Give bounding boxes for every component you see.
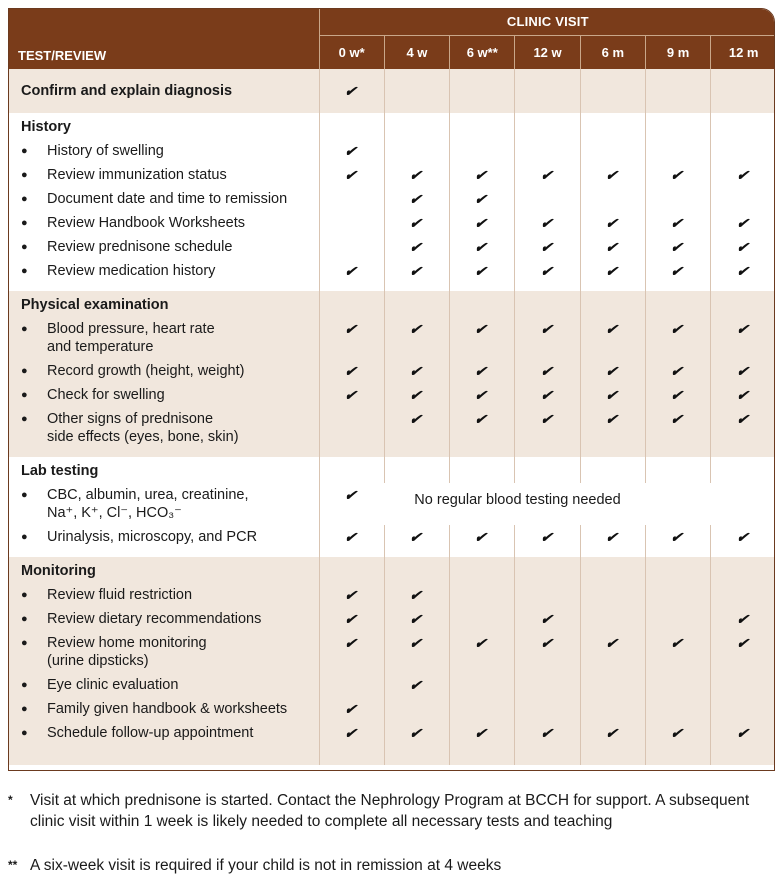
section-title-history: History — [9, 113, 319, 139]
check-icon: ✔ — [473, 167, 492, 183]
bullet-icon: ● — [21, 637, 28, 649]
check-icon: ✔ — [604, 635, 622, 651]
check-icon: ✔ — [669, 387, 687, 403]
bullet-icon: ● — [21, 265, 28, 277]
bullet-icon: ● — [21, 613, 28, 625]
check-icon: ✔ — [473, 387, 492, 403]
table-row: ● Review prednisone schedule ✔ ✔ ✔ ✔ ✔ ✔ — [9, 235, 775, 259]
check-icon: ✔ — [342, 143, 361, 159]
footnote-1: * Visit at which prednisone is started. Contact the Nephrology Program at BCCH for support. A subsequent clinic visit within 1 week is likely needed to complete all necessary tests and teaching — [8, 792, 750, 830]
check-icon: ✔ — [538, 167, 557, 183]
check-icon: ✔ — [408, 611, 426, 627]
check-icon: ✔ — [473, 321, 492, 337]
check-icon: ✔ — [473, 239, 492, 255]
bullet-icon: ● — [21, 145, 28, 157]
visit-col-12m: 12 m — [711, 35, 775, 69]
check-icon: ✔ — [408, 387, 426, 403]
check-icon: ✔ — [734, 411, 753, 427]
table-row: ● Urinalysis, microscopy, and PCR ✔ ✔ ✔ ✔ ✔ ✔ ✔ — [9, 525, 775, 549]
check-icon: ✔ — [604, 239, 622, 255]
table-row: ● Review Handbook Worksheets ✔ ✔ ✔ ✔ ✔ ✔ — [9, 211, 775, 235]
table-row: ● CBC, albumin, urea, creatinine, Na⁺, K⁺, Cl⁻, HCO₃⁻ ✔ No regular blood testing needed — [9, 483, 775, 525]
bullet-icon: ● — [21, 193, 28, 205]
check-icon: ✔ — [669, 411, 687, 427]
table-row: ● Check for swelling ✔ ✔ ✔ ✔ ✔ ✔ ✔ — [9, 383, 775, 407]
check-icon: ✔ — [669, 263, 687, 279]
check-icon: ✔ — [408, 321, 426, 337]
visit-col-6w: 6 w** — [450, 35, 515, 69]
section-title-physical: Physical examination — [9, 291, 319, 317]
check-icon: ✔ — [342, 167, 361, 183]
check-icon: ✔ — [473, 191, 492, 207]
bullet-icon: ● — [21, 679, 28, 691]
table-row: ● History of swelling ✔ — [9, 139, 775, 163]
table-row: ● Review dietary recommendations ✔ ✔ ✔ ✔ — [9, 607, 775, 631]
check-icon: ✔ — [734, 239, 753, 255]
check-icon: ✔ — [538, 215, 557, 231]
bullet-icon: ● — [21, 727, 28, 739]
check-icon: ✔ — [538, 387, 557, 403]
check-icon: ✔ — [538, 239, 557, 255]
check-icon: ✔ — [669, 725, 687, 741]
check-icon: ✔ — [604, 411, 622, 427]
check-icon: ✔ — [669, 167, 687, 183]
check-icon: ✔ — [604, 215, 622, 231]
check-icon: ✔ — [538, 263, 557, 279]
check-icon: ✔ — [408, 529, 426, 545]
check-icon: ✔ — [408, 725, 426, 741]
check-icon: ✔ — [604, 167, 622, 183]
check-icon: ✔ — [408, 239, 426, 255]
clinic-visit-table — [8, 8, 775, 771]
table-row: ● Schedule follow-up appointment ✔ ✔ ✔ ✔ ✔ ✔ ✔ — [9, 721, 775, 745]
check-icon: ✔ — [473, 725, 492, 741]
check-icon: ✔ — [408, 411, 426, 427]
check-icon: ✔ — [408, 191, 426, 207]
bullet-icon: ● — [21, 589, 28, 601]
check-icon: ✔ — [734, 611, 753, 627]
visit-col-4w: 4 w — [384, 35, 449, 69]
no-blood-testing-note: No regular blood testing needed — [384, 483, 775, 525]
check-icon: ✔ — [473, 529, 492, 545]
visit-col-12w: 12 w — [515, 35, 580, 69]
bullet-icon: ● — [21, 217, 28, 229]
check-icon: ✔ — [473, 263, 492, 279]
check-icon: ✔ — [343, 487, 361, 503]
check-icon: ✔ — [604, 725, 622, 741]
check-icon: ✔ — [342, 611, 361, 627]
check-icon: ✔ — [408, 263, 426, 279]
table-row: ● Review immunization status ✔ ✔ ✔ ✔ ✔ ✔ ✔ — [9, 163, 775, 187]
bullet-icon: ● — [21, 531, 28, 543]
check-icon: ✔ — [734, 387, 753, 403]
visit-col-0w: 0 w* — [319, 35, 384, 69]
check-icon: ✔ — [342, 83, 361, 99]
test-review-header: TEST/REVIEW — [9, 9, 319, 69]
check-icon: ✔ — [342, 263, 361, 279]
check-icon: ✔ — [408, 587, 426, 603]
bullet-icon: ● — [21, 703, 28, 715]
check-icon: ✔ — [342, 363, 361, 379]
check-icon: ✔ — [342, 701, 361, 717]
footnote-2: ** A six-week visit is required if your child is not in remission at 4 weeks — [8, 857, 502, 874]
check-icon: ✔ — [604, 321, 622, 337]
table-row: ● Record growth (height, weight) ✔ ✔ ✔ ✔ ✔ ✔ ✔ — [9, 359, 775, 383]
bullet-icon: ● — [21, 489, 28, 501]
check-icon: ✔ — [734, 529, 753, 545]
section-title-monitoring: Monitoring — [9, 557, 319, 583]
table-row: ● Eye clinic evaluation ✔ — [9, 673, 775, 697]
check-icon: ✔ — [342, 587, 361, 603]
check-icon: ✔ — [538, 725, 557, 741]
bullet-icon: ● — [21, 413, 28, 425]
check-icon: ✔ — [473, 635, 492, 651]
check-icon: ✔ — [604, 363, 622, 379]
check-icon: ✔ — [604, 263, 622, 279]
check-icon: ✔ — [473, 363, 492, 379]
check-icon: ✔ — [669, 635, 687, 651]
check-icon: ✔ — [342, 321, 361, 337]
check-icon: ✔ — [473, 215, 492, 231]
table-row: ● Review medication history ✔ ✔ ✔ ✔ ✔ ✔ ✔ — [9, 259, 775, 283]
table-row: ● Review home monitoring (urine dipsticks) ✔ ✔ ✔ ✔ ✔ ✔ ✔ — [9, 631, 775, 673]
check-icon: ✔ — [408, 635, 426, 651]
check-icon: ✔ — [604, 529, 622, 545]
check-icon: ✔ — [734, 635, 753, 651]
check-icon: ✔ — [734, 167, 753, 183]
bullet-icon: ● — [21, 169, 28, 181]
check-icon: ✔ — [734, 725, 753, 741]
check-icon: ✔ — [342, 529, 361, 545]
confirm-label: Confirm and explain diagnosis — [9, 69, 319, 113]
check-icon: ✔ — [734, 363, 753, 379]
bullet-icon: ● — [21, 323, 28, 335]
check-icon: ✔ — [538, 635, 557, 651]
table-row: ● Other signs of prednisone side effects (eyes, bone, skin) ✔ ✔ ✔ ✔ ✔ ✔ — [9, 407, 775, 449]
section-title-lab: Lab testing — [9, 457, 319, 483]
check-icon: ✔ — [669, 321, 687, 337]
check-icon: ✔ — [408, 167, 426, 183]
bullet-icon: ● — [21, 365, 28, 377]
check-icon: ✔ — [473, 411, 492, 427]
check-icon: ✔ — [342, 725, 361, 741]
check-icon: ✔ — [408, 677, 426, 693]
check-icon: ✔ — [669, 215, 687, 231]
table-row: ● Family given handbook & worksheets ✔ — [9, 697, 775, 721]
check-icon: ✔ — [408, 215, 426, 231]
bullet-icon: ● — [21, 241, 28, 253]
clinic-visit-header: CLINIC VISIT — [319, 9, 775, 35]
check-icon: ✔ — [538, 363, 557, 379]
check-icon: ✔ — [538, 611, 557, 627]
table-row: ● Document date and time to remission ✔ ✔ — [9, 187, 775, 211]
check-icon: ✔ — [669, 363, 687, 379]
check-icon: ✔ — [408, 363, 426, 379]
visit-col-6m: 6 m — [580, 35, 645, 69]
visit-col-9m: 9 m — [645, 35, 710, 69]
check-icon: ✔ — [734, 263, 753, 279]
table-row: ● Review fluid restriction ✔ ✔ — [9, 583, 775, 607]
check-icon: ✔ — [538, 529, 557, 545]
check-icon: ✔ — [734, 321, 753, 337]
check-icon: ✔ — [734, 215, 753, 231]
check-icon: ✔ — [538, 411, 557, 427]
check-icon: ✔ — [669, 529, 687, 545]
check-icon: ✔ — [342, 635, 361, 651]
check-icon: ✔ — [538, 321, 557, 337]
table-row — [9, 69, 775, 113]
check-icon: ✔ — [342, 387, 361, 403]
check-icon: ✔ — [604, 387, 622, 403]
table-row: ● Blood pressure, heart rate and temperature ✔ ✔ ✔ ✔ ✔ ✔ ✔ — [9, 317, 775, 359]
bullet-icon: ● — [21, 389, 28, 401]
check-icon: ✔ — [669, 239, 687, 255]
